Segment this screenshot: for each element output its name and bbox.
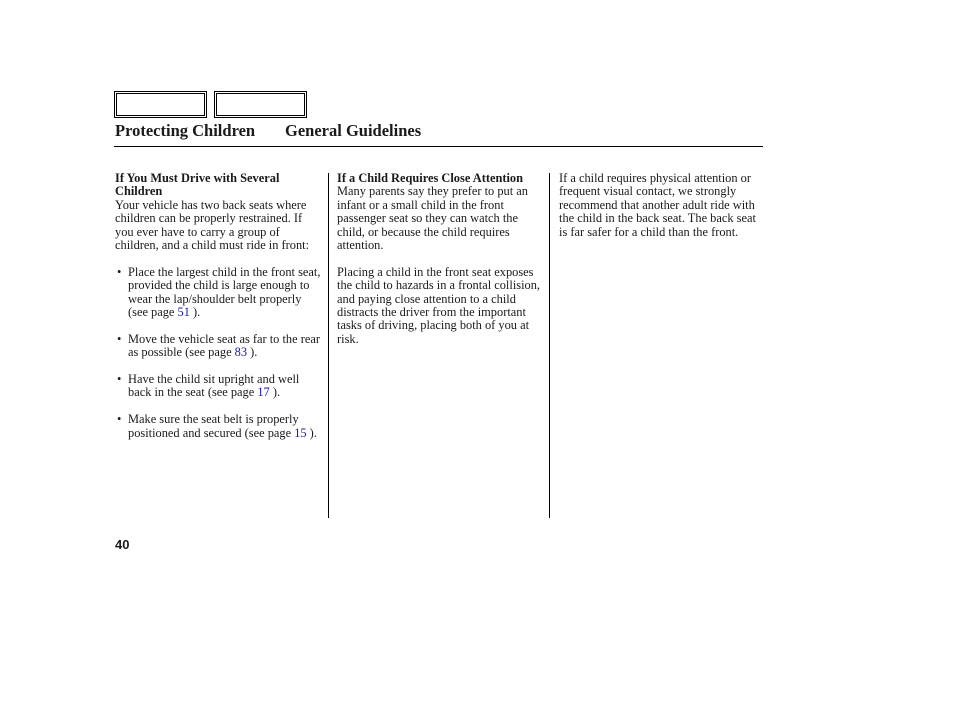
column-3 xyxy=(559,172,759,239)
bullet-suffix: ). xyxy=(269,385,281,400)
page-number: 40 xyxy=(115,537,130,552)
bullet-text: Make sure the seat belt is properly positioned and secured (see page xyxy=(128,412,299,440)
column-divider xyxy=(549,173,550,518)
column-2-paragraph-2: Placing a child in the front seat exposes the child to hazards in a frontal collision, and paying close attention to a child distracts the driver from the important tasks of driving, placing both of you at risk. xyxy=(337,264,541,346)
list-item xyxy=(115,266,322,320)
bullet-suffix: ). xyxy=(189,305,201,320)
column-1-heading: If You Must Drive with Several Children xyxy=(115,171,280,199)
bullet-suffix: ). xyxy=(247,345,258,360)
column-1-intro: Your vehicle has two back seats where children can be properly restrained. If you ever have to carry a group of children, and a child must ride in front: xyxy=(115,197,310,253)
page-title: General Guidelines xyxy=(285,121,422,140)
section-title: Protecting Children xyxy=(115,121,256,140)
page-link-15[interactable]: 15 xyxy=(294,425,307,440)
bullet-list xyxy=(115,266,322,440)
bullet-text: Place the largest child in the front seat, provided the child is large enough to wear the lap/shoulder belt properly (see page xyxy=(128,264,321,320)
column-2-heading: If a Child Requires Close Attention xyxy=(337,171,523,185)
list-item xyxy=(115,373,322,400)
column-divider xyxy=(328,173,329,518)
list-item xyxy=(115,413,322,440)
page-link-51[interactable]: 51 xyxy=(177,305,190,320)
column-3-paragraph-1: If a child requires physical attention or frequent visual contact, we strongly recommend that another adult ride with the child in the back seat. The back seat is far safer for a child than the front. xyxy=(559,171,756,239)
page-link-17[interactable]: 17 xyxy=(257,385,270,400)
column-2 xyxy=(337,172,544,346)
nav-button-previous[interactable] xyxy=(114,91,207,118)
bullet-suffix: ). xyxy=(306,425,317,440)
header-rule xyxy=(114,146,763,147)
page-link-83[interactable]: 83 xyxy=(234,345,248,360)
bullet-text: Have the child sit upright and well back in the seat (see page xyxy=(128,372,300,400)
bullet-text: Move the vehicle seat as far to the rear as possible (see page xyxy=(128,331,320,360)
list-item xyxy=(115,333,322,360)
column-1 xyxy=(115,172,322,440)
nav-button-next[interactable] xyxy=(214,91,307,118)
column-2-paragraph-1: Many parents say they prefer to put an infant or a small child in the front passenger seat so they can watch the child, or because the child requires attention. xyxy=(337,184,528,253)
